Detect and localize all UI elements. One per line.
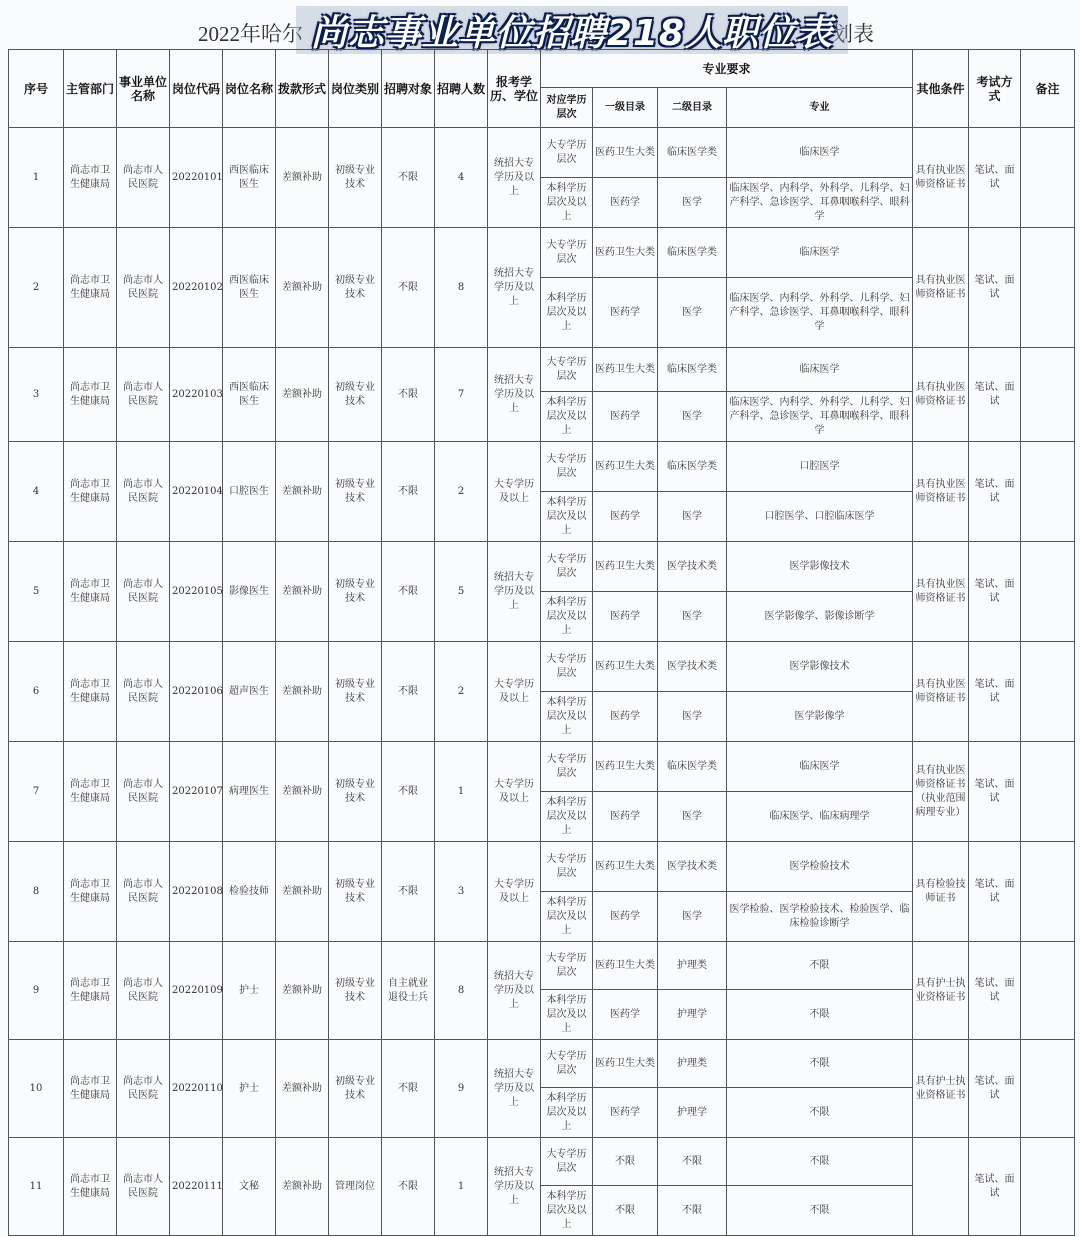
row-category: 初级专业技术: [329, 228, 382, 348]
row-dept: 尚志市卫生健康局: [64, 942, 117, 1040]
row-name: 影像医生: [223, 542, 276, 642]
row-seq: 2: [9, 228, 64, 348]
table-row: [9, 348, 1075, 392]
table-row: [9, 1138, 1075, 1186]
row-remark: [1021, 228, 1075, 348]
table-body: [9, 128, 1075, 1236]
title-suffix: 划表: [832, 22, 874, 46]
row-category: 初级专业技术: [329, 542, 382, 642]
table-row: [9, 942, 1075, 990]
row-other: 具有执业医师资格证书: [913, 542, 969, 642]
row-seq: 10: [9, 1040, 64, 1138]
row-unit: 尚志市人民医院: [117, 942, 170, 1040]
row-name: 护士: [223, 1040, 276, 1138]
sub-level: 本科学历层次及以上: [541, 1088, 593, 1138]
row-category: 初级专业技术: [329, 742, 382, 842]
row-category: 初级专业技术: [329, 942, 382, 1040]
sub-major: 不限: [727, 1138, 913, 1186]
row-count: 8: [435, 228, 488, 348]
row-name: 护士: [223, 942, 276, 1040]
sub-second-dir: 医学: [658, 892, 727, 942]
sub-level: 本科学历层次及以上: [541, 692, 593, 742]
sub-first-dir: 医药学: [593, 990, 658, 1040]
sub-level: 本科学历层次及以上: [541, 892, 593, 942]
row-dept: 尚志市卫生健康局: [64, 442, 117, 542]
sub-second-dir: 护理类: [658, 942, 727, 990]
row-unit: 尚志市人民医院: [117, 228, 170, 348]
sub-major: 临床医学、内科学、外科学、儿科学、妇产科学、急诊医学、耳鼻咽喉科学、眼科学: [727, 178, 913, 228]
sub-first-dir: 医药学: [593, 1088, 658, 1138]
row-other: 具有执业医师资格证书: [913, 442, 969, 542]
row-remark: [1021, 842, 1075, 942]
sub-first-dir: 医药学: [593, 592, 658, 642]
sub-level: 大专学历层次: [541, 842, 593, 892]
row-remark: [1021, 542, 1075, 642]
sub-second-dir: 医学技术类: [658, 642, 727, 692]
row-target: 不限: [382, 1040, 435, 1138]
header-major-requirements: 专业要求: [541, 50, 913, 88]
sub-second-dir: 不限: [658, 1186, 727, 1236]
sub-first-dir: 医药卫生大类: [593, 442, 658, 492]
sub-first-dir: 医药学: [593, 892, 658, 942]
row-category: 初级专业技术: [329, 842, 382, 942]
sub-level: 大专学历层次: [541, 442, 593, 492]
header-second-dir: 二级目录: [658, 88, 727, 128]
table-row: [9, 642, 1075, 692]
table-row: [9, 442, 1075, 492]
row-code: 20220106: [170, 642, 223, 742]
row-other: 具有执业医师资格证书: [913, 228, 969, 348]
header-education: 报考学历、学位: [488, 50, 541, 128]
sub-major: 临床医学: [727, 128, 913, 178]
row-category: 初级专业技术: [329, 348, 382, 442]
table-row: [9, 542, 1075, 592]
sub-second-dir: 护理学: [658, 990, 727, 1040]
row-code: 20220111: [170, 1138, 223, 1236]
row-exam: 笔试、面试: [969, 348, 1021, 442]
row-unit: 尚志市人民医院: [117, 1040, 170, 1138]
row-funding: 差额补助: [276, 228, 329, 348]
row-dept: 尚志市卫生健康局: [64, 348, 117, 442]
row-unit: 尚志市人民医院: [117, 128, 170, 228]
row-education: 大专学历及以上: [488, 842, 541, 942]
row-seq: 7: [9, 742, 64, 842]
row-funding: 差额补助: [276, 348, 329, 442]
sub-level: 大专学历层次: [541, 348, 593, 392]
sub-major: 不限: [727, 1088, 913, 1138]
sub-first-dir: 医药卫生大类: [593, 542, 658, 592]
sub-second-dir: 临床医学类: [658, 128, 727, 178]
row-target: 不限: [382, 542, 435, 642]
header-funding: 拨款形式: [276, 50, 329, 128]
sub-level: 本科学历层次及以上: [541, 492, 593, 542]
header-seq: 序号: [9, 50, 64, 128]
row-seq: 3: [9, 348, 64, 442]
row-name: 文秘: [223, 1138, 276, 1236]
row-funding: 差额补助: [276, 1138, 329, 1236]
sub-first-dir: 医药卫生大类: [593, 128, 658, 178]
row-exam: 笔试、面试: [969, 842, 1021, 942]
row-other: 具有执业医师资格证书（执业范围病理专业）: [913, 742, 969, 842]
sub-major: 临床医学、内科学、外科学、儿科学、妇产科学、急诊医学、耳鼻咽喉科学、眼科学: [727, 392, 913, 442]
header-unit: 事业单位名称: [117, 50, 170, 128]
row-dept: 尚志市卫生健康局: [64, 542, 117, 642]
sub-first-dir: 医药卫生大类: [593, 1040, 658, 1088]
row-dept: 尚志市卫生健康局: [64, 128, 117, 228]
sub-level: 本科学历层次及以上: [541, 792, 593, 842]
row-code: 20220104: [170, 442, 223, 542]
row-unit: 尚志市人民医院: [117, 442, 170, 542]
row-code: 20220108: [170, 842, 223, 942]
sub-second-dir: 医学: [658, 692, 727, 742]
header-name: 岗位名称: [223, 50, 276, 128]
row-code: 20220109: [170, 942, 223, 1040]
row-category: 初级专业技术: [329, 442, 382, 542]
row-name: 口腔医生: [223, 442, 276, 542]
row-dept: 尚志市卫生健康局: [64, 642, 117, 742]
sub-second-dir: 临床医学类: [658, 742, 727, 792]
row-unit: 尚志市人民医院: [117, 542, 170, 642]
row-education: 统招大专学历及以上: [488, 1138, 541, 1236]
row-count: 5: [435, 542, 488, 642]
sub-second-dir: 医学技术类: [658, 542, 727, 592]
row-remark: [1021, 1138, 1075, 1236]
row-name: 病理医生: [223, 742, 276, 842]
sub-first-dir: 医药学: [593, 792, 658, 842]
sub-major: 医学影像学: [727, 692, 913, 742]
sub-first-dir: 医药卫生大类: [593, 228, 658, 278]
header-first-dir: 一级目录: [593, 88, 658, 128]
row-education: 统招大专学历及以上: [488, 348, 541, 442]
row-count: 3: [435, 842, 488, 942]
sub-second-dir: 护理学: [658, 1088, 727, 1138]
table-row: [9, 1040, 1075, 1088]
row-exam: 笔试、面试: [969, 442, 1021, 542]
header-major: 专业: [727, 88, 913, 128]
row-education: 统招大专学历及以上: [488, 942, 541, 1040]
table-row: [9, 128, 1075, 178]
row-unit: 尚志市人民医院: [117, 842, 170, 942]
sub-major: 医学检验技术: [727, 842, 913, 892]
row-dept: 尚志市卫生健康局: [64, 842, 117, 942]
row-name: 西医临床医生: [223, 348, 276, 442]
sub-level: 本科学历层次及以上: [541, 178, 593, 228]
sub-level: 本科学历层次及以上: [541, 278, 593, 348]
row-education: 大专学历及以上: [488, 442, 541, 542]
row-education: 统招大专学历及以上: [488, 1040, 541, 1138]
row-count: 7: [435, 348, 488, 442]
header-count: 招聘人数: [435, 50, 488, 128]
sub-level: 大专学历层次: [541, 128, 593, 178]
row-other: 具有执业医师资格证书: [913, 348, 969, 442]
sub-second-dir: 医学: [658, 592, 727, 642]
row-code: 20220105: [170, 542, 223, 642]
header-dept: 主管部门: [64, 50, 117, 128]
row-target: 不限: [382, 742, 435, 842]
sub-first-dir: 医药学: [593, 492, 658, 542]
row-funding: 差额补助: [276, 642, 329, 742]
row-dept: 尚志市卫生健康局: [64, 1138, 117, 1236]
sub-second-dir: 护理类: [658, 1040, 727, 1088]
sub-major: 临床医学: [727, 228, 913, 278]
row-education: 大专学历及以上: [488, 642, 541, 742]
sub-first-dir: 医药学: [593, 178, 658, 228]
row-remark: [1021, 942, 1075, 1040]
sub-first-dir: 医药卫生大类: [593, 942, 658, 990]
sub-level: 大专学历层次: [541, 942, 593, 990]
sub-second-dir: 临床医学类: [658, 442, 727, 492]
row-funding: 差额补助: [276, 1040, 329, 1138]
row-category: 初级专业技术: [329, 128, 382, 228]
overlay-banner-title: 尚志事业单位招聘218人职位表: [296, 6, 848, 54]
sub-level: 本科学历层次及以上: [541, 392, 593, 442]
row-education: 统招大专学历及以上: [488, 542, 541, 642]
header-target: 招聘对象: [382, 50, 435, 128]
row-other: 具有护士执业资格证书: [913, 1040, 969, 1138]
sub-major: 临床医学、内科学、外科学、儿科学、妇产科学、急诊医学、耳鼻咽喉科学、眼科学: [727, 278, 913, 348]
sub-major: 医学影像学、影像诊断学: [727, 592, 913, 642]
sub-major: 医学影像技术: [727, 542, 913, 592]
sub-level: 本科学历层次及以上: [541, 592, 593, 642]
row-dept: 尚志市卫生健康局: [64, 742, 117, 842]
sub-major: 不限: [727, 1040, 913, 1088]
row-remark: [1021, 1040, 1075, 1138]
sub-level: 大专学历层次: [541, 742, 593, 792]
row-seq: 11: [9, 1138, 64, 1236]
sub-second-dir: 医学: [658, 392, 727, 442]
sub-second-dir: 医学技术类: [658, 842, 727, 892]
row-other: [913, 1138, 969, 1236]
sub-level: 本科学历层次及以上: [541, 990, 593, 1040]
sub-level: 大专学历层次: [541, 1040, 593, 1088]
row-category: 初级专业技术: [329, 1040, 382, 1138]
row-count: 1: [435, 1138, 488, 1236]
row-remark: [1021, 128, 1075, 228]
job-table: [8, 49, 1075, 1236]
row-count: 9: [435, 1040, 488, 1138]
sub-level: 大专学历层次: [541, 642, 593, 692]
header-level: 对应学历层次: [541, 88, 593, 128]
sub-major: 医学影像技术: [727, 642, 913, 692]
table-row: [9, 742, 1075, 792]
sub-first-dir: 医药卫生大类: [593, 642, 658, 692]
row-remark: [1021, 348, 1075, 442]
row-education: 统招大专学历及以上: [488, 228, 541, 348]
sub-major: 临床医学: [727, 742, 913, 792]
title-prefix: 2022年哈尔: [198, 22, 303, 46]
sub-second-dir: 临床医学类: [658, 228, 727, 278]
row-dept: 尚志市卫生健康局: [64, 228, 117, 348]
sub-first-dir: 医药学: [593, 692, 658, 742]
row-exam: 笔试、面试: [969, 1040, 1021, 1138]
row-code: 20220110: [170, 1040, 223, 1138]
row-funding: 差额补助: [276, 942, 329, 1040]
row-name: 超声医生: [223, 642, 276, 742]
row-unit: 尚志市人民医院: [117, 1138, 170, 1236]
row-target: 不限: [382, 128, 435, 228]
sub-major: 不限: [727, 1186, 913, 1236]
row-funding: 差额补助: [276, 128, 329, 228]
row-exam: 笔试、面试: [969, 642, 1021, 742]
row-name: 西医临床医生: [223, 228, 276, 348]
row-unit: 尚志市人民医院: [117, 642, 170, 742]
row-remark: [1021, 442, 1075, 542]
sub-level: 大专学历层次: [541, 542, 593, 592]
row-code: 20220101: [170, 128, 223, 228]
row-seq: 8: [9, 842, 64, 942]
sub-major: 临床医学、临床病理学: [727, 792, 913, 842]
sub-major: 口腔医学: [727, 442, 913, 492]
sub-second-dir: 医学: [658, 178, 727, 228]
sub-second-dir: 不限: [658, 1138, 727, 1186]
sub-first-dir: 医药学: [593, 392, 658, 442]
sub-level: 本科学历层次及以上: [541, 1186, 593, 1236]
sub-first-dir: 医药学: [593, 278, 658, 348]
sub-level: 大专学历层次: [541, 1138, 593, 1186]
row-funding: 差额补助: [276, 542, 329, 642]
sub-major: 临床医学: [727, 348, 913, 392]
row-education: 统招大专学历及以上: [488, 128, 541, 228]
row-name: 检验技师: [223, 842, 276, 942]
row-code: 20220107: [170, 742, 223, 842]
table-row: [9, 842, 1075, 892]
sub-level: 大专学历层次: [541, 228, 593, 278]
sub-second-dir: 临床医学类: [658, 348, 727, 392]
row-funding: 差额补助: [276, 842, 329, 942]
row-count: 4: [435, 128, 488, 228]
header-remark: 备注: [1021, 50, 1075, 128]
row-other: 具有护士执业资格证书: [913, 942, 969, 1040]
document-title: [0, 10, 1080, 54]
sub-major: 不限: [727, 990, 913, 1040]
row-other: 具有检验技师证书: [913, 842, 969, 942]
row-remark: [1021, 742, 1075, 842]
header-code: 岗位代码: [170, 50, 223, 128]
row-other: 具有执业医师资格证书: [913, 128, 969, 228]
row-education: 大专学历及以上: [488, 742, 541, 842]
row-target: 不限: [382, 642, 435, 742]
row-count: 1: [435, 742, 488, 842]
sub-first-dir: 医药卫生大类: [593, 842, 658, 892]
row-seq: 4: [9, 442, 64, 542]
row-dept: 尚志市卫生健康局: [64, 1040, 117, 1138]
row-exam: 笔试、面试: [969, 542, 1021, 642]
row-name: 西医临床医生: [223, 128, 276, 228]
row-code: 20220102: [170, 228, 223, 348]
sub-major: 医学检验、医学检验技术、检验医学、临床检验诊断学: [727, 892, 913, 942]
table-row: [9, 228, 1075, 278]
row-remark: [1021, 642, 1075, 742]
row-funding: 差额补助: [276, 442, 329, 542]
sub-second-dir: 医学: [658, 278, 727, 348]
sub-second-dir: 医学: [658, 492, 727, 542]
row-exam: 笔试、面试: [969, 742, 1021, 842]
sub-first-dir: 医药卫生大类: [593, 348, 658, 392]
row-other: 具有执业医师资格证书: [913, 642, 969, 742]
sub-major: 不限: [727, 942, 913, 990]
row-seq: 5: [9, 542, 64, 642]
row-count: 2: [435, 642, 488, 742]
sub-first-dir: 不限: [593, 1186, 658, 1236]
row-count: 2: [435, 442, 488, 542]
header-exam: 考试方式: [969, 50, 1021, 128]
row-exam: 笔试、面试: [969, 942, 1021, 1040]
row-unit: 尚志市人民医院: [117, 742, 170, 842]
row-exam: 笔试、面试: [969, 1138, 1021, 1236]
row-category: 初级专业技术: [329, 642, 382, 742]
row-count: 8: [435, 942, 488, 1040]
row-seq: 9: [9, 942, 64, 1040]
row-target: 不限: [382, 348, 435, 442]
row-target: 不限: [382, 842, 435, 942]
row-exam: 笔试、面试: [969, 128, 1021, 228]
row-category: 管理岗位: [329, 1138, 382, 1236]
row-code: 20220103: [170, 348, 223, 442]
row-target: 不限: [382, 228, 435, 348]
sub-major: 口腔医学、口腔临床医学: [727, 492, 913, 542]
row-seq: 6: [9, 642, 64, 742]
row-seq: 1: [9, 128, 64, 228]
header-other: 其他条件: [913, 50, 969, 128]
header-category: 岗位类别: [329, 50, 382, 128]
row-unit: 尚志市人民医院: [117, 348, 170, 442]
row-target: 不限: [382, 442, 435, 542]
row-funding: 差额补助: [276, 742, 329, 842]
sub-first-dir: 不限: [593, 1138, 658, 1186]
sub-second-dir: 医学: [658, 792, 727, 842]
row-target: 不限: [382, 1138, 435, 1236]
row-exam: 笔试、面试: [969, 228, 1021, 348]
sub-first-dir: 医药卫生大类: [593, 742, 658, 792]
row-target: 自主就业退役士兵: [382, 942, 435, 1040]
